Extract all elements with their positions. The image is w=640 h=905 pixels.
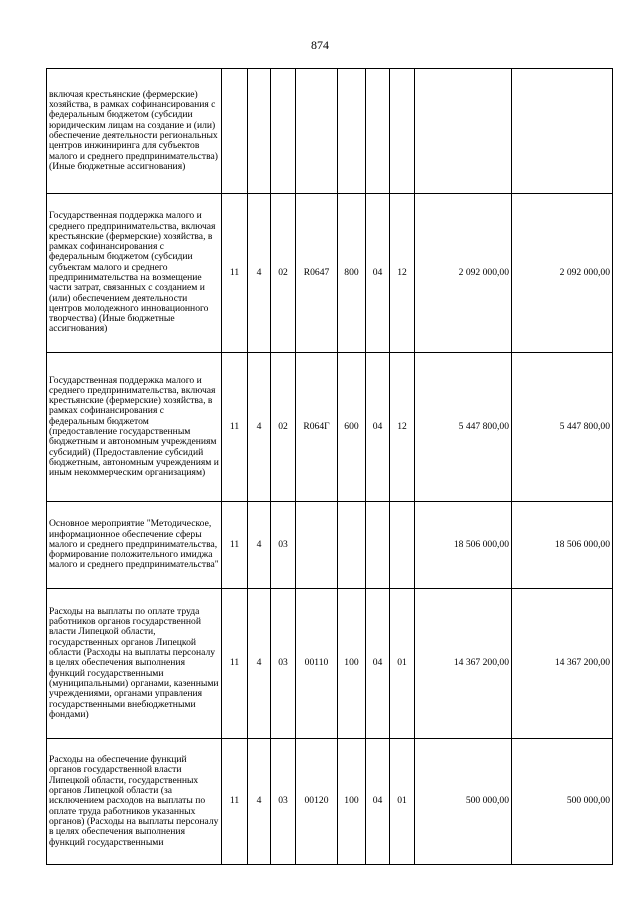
- cell-code-6: 04: [366, 589, 390, 739]
- table-row: [47, 589, 613, 739]
- table-row: [47, 69, 613, 194]
- cell-code-2: 4: [248, 589, 271, 739]
- cell-code-4: [296, 69, 338, 194]
- cell-code-2: 4: [248, 739, 271, 865]
- table-row: [47, 502, 613, 589]
- cell-amount-2: 2 092 000,00: [512, 194, 613, 353]
- row-description: Государственная поддержка малого и среднего предпринимательства, включая крестьянские (фермерские) хозяйства, в рамках софинансирования с федеральным бюджетом (субсидии субъектам малого и среднего предпринимательства на возмещение части затрат, связанных с созданием и (или) обеспечением деятельности центров молодежного инновационного творчества) (Иные бюджетные ассигнования): [47, 194, 222, 353]
- cell-code-3: 03: [271, 589, 296, 739]
- cell-amount-2: [512, 69, 613, 194]
- cell-code-3: 02: [271, 353, 296, 502]
- cell-code-7: [390, 502, 415, 589]
- row-description: включая крестьянские (фермерские) хозяйства, в рамках софинансирования с федеральным бюджетом (субсидии юридическим лицам на создание и (или) обеспечение деятельности региональных центров инжиниринга для субъектов малого и среднего предпринимательства) (Иные бюджетные ассигнования): [47, 69, 222, 194]
- cell-amount-1: 2 092 000,00: [415, 194, 512, 353]
- cell-code-2: 4: [248, 502, 271, 589]
- cell-code-6: 04: [366, 194, 390, 353]
- row-description: Основное мероприятие "Методическое, информационное обеспечение сферы малого и среднего предпринимательства, формирование положительного имиджа малого и среднего предпринимательства": [47, 502, 222, 589]
- cell-amount-1: 5 447 800,00: [415, 353, 512, 502]
- cell-code-6: [366, 69, 390, 194]
- cell-code-1: 11: [222, 589, 248, 739]
- cell-code-6: 04: [366, 739, 390, 865]
- cell-code-6: [366, 502, 390, 589]
- cell-code-4: [296, 502, 338, 589]
- row-description: Расходы на выплаты по оплате труда работников органов государственной власти Липецкой области, государственных органов Липецкой области (Расходы на выплаты персоналу в целях обеспечения выполнения функций государственными (муниципальными) органами, казенными учреждениями, органами управления государственными внебюджетными фондами): [47, 589, 222, 739]
- table-row: [47, 739, 613, 865]
- cell-code-4: 00110: [296, 589, 338, 739]
- cell-amount-1: [415, 69, 512, 194]
- cell-code-5: 100: [338, 739, 366, 865]
- cell-code-5: [338, 69, 366, 194]
- cell-code-7: 01: [390, 589, 415, 739]
- cell-code-5: 800: [338, 194, 366, 353]
- cell-code-7: 12: [390, 353, 415, 502]
- cell-code-3: 03: [271, 502, 296, 589]
- cell-code-2: [248, 69, 271, 194]
- cell-amount-1: 500 000,00: [415, 739, 512, 865]
- cell-code-1: 11: [222, 353, 248, 502]
- cell-code-2: 4: [248, 194, 271, 353]
- cell-amount-2: 14 367 200,00: [512, 589, 613, 739]
- cell-code-5: 100: [338, 589, 366, 739]
- cell-code-3: 02: [271, 194, 296, 353]
- row-description: Государственная поддержка малого и среднего предпринимательства, включая крестьянские (фермерские) хозяйства, в рамках софинансирования с федеральным бюджетом (предоставление государственным бюджетным и автономным учреждениям субсидий) (Предоставление субсидий бюджетным, автономным учреждениям и иным некоммерческим организациям): [47, 353, 222, 502]
- cell-amount-1: 18 506 000,00: [415, 502, 512, 589]
- cell-amount-2: 18 506 000,00: [512, 502, 613, 589]
- page-number: 874: [311, 38, 329, 52]
- table-row: [47, 353, 613, 502]
- cell-code-7: [390, 69, 415, 194]
- budget-table: [46, 68, 613, 865]
- cell-code-5: 600: [338, 353, 366, 502]
- cell-code-1: [222, 69, 248, 194]
- cell-amount-2: 5 447 800,00: [512, 353, 613, 502]
- cell-code-7: 01: [390, 739, 415, 865]
- cell-code-7: 12: [390, 194, 415, 353]
- table-row: [47, 194, 613, 353]
- cell-code-2: 4: [248, 353, 271, 502]
- row-description: Расходы на обеспечение функций органов государственной власти Липецкой области, государственных органов Липецкой области (за исключением расходов на выплаты по оплате труда работников указанных органов) (Расходы на выплаты персоналу в целях обеспечения выполнения функций государственными: [47, 739, 222, 865]
- cell-code-1: 11: [222, 194, 248, 353]
- cell-code-4: R0647: [296, 194, 338, 353]
- cell-code-4: R064Г: [296, 353, 338, 502]
- cell-amount-1: 14 367 200,00: [415, 589, 512, 739]
- cell-code-4: 00120: [296, 739, 338, 865]
- cell-code-1: 11: [222, 502, 248, 589]
- cell-amount-2: 500 000,00: [512, 739, 613, 865]
- cell-code-3: [271, 69, 296, 194]
- cell-code-6: 04: [366, 353, 390, 502]
- cell-code-3: 03: [271, 739, 296, 865]
- cell-code-5: [338, 502, 366, 589]
- cell-code-1: 11: [222, 739, 248, 865]
